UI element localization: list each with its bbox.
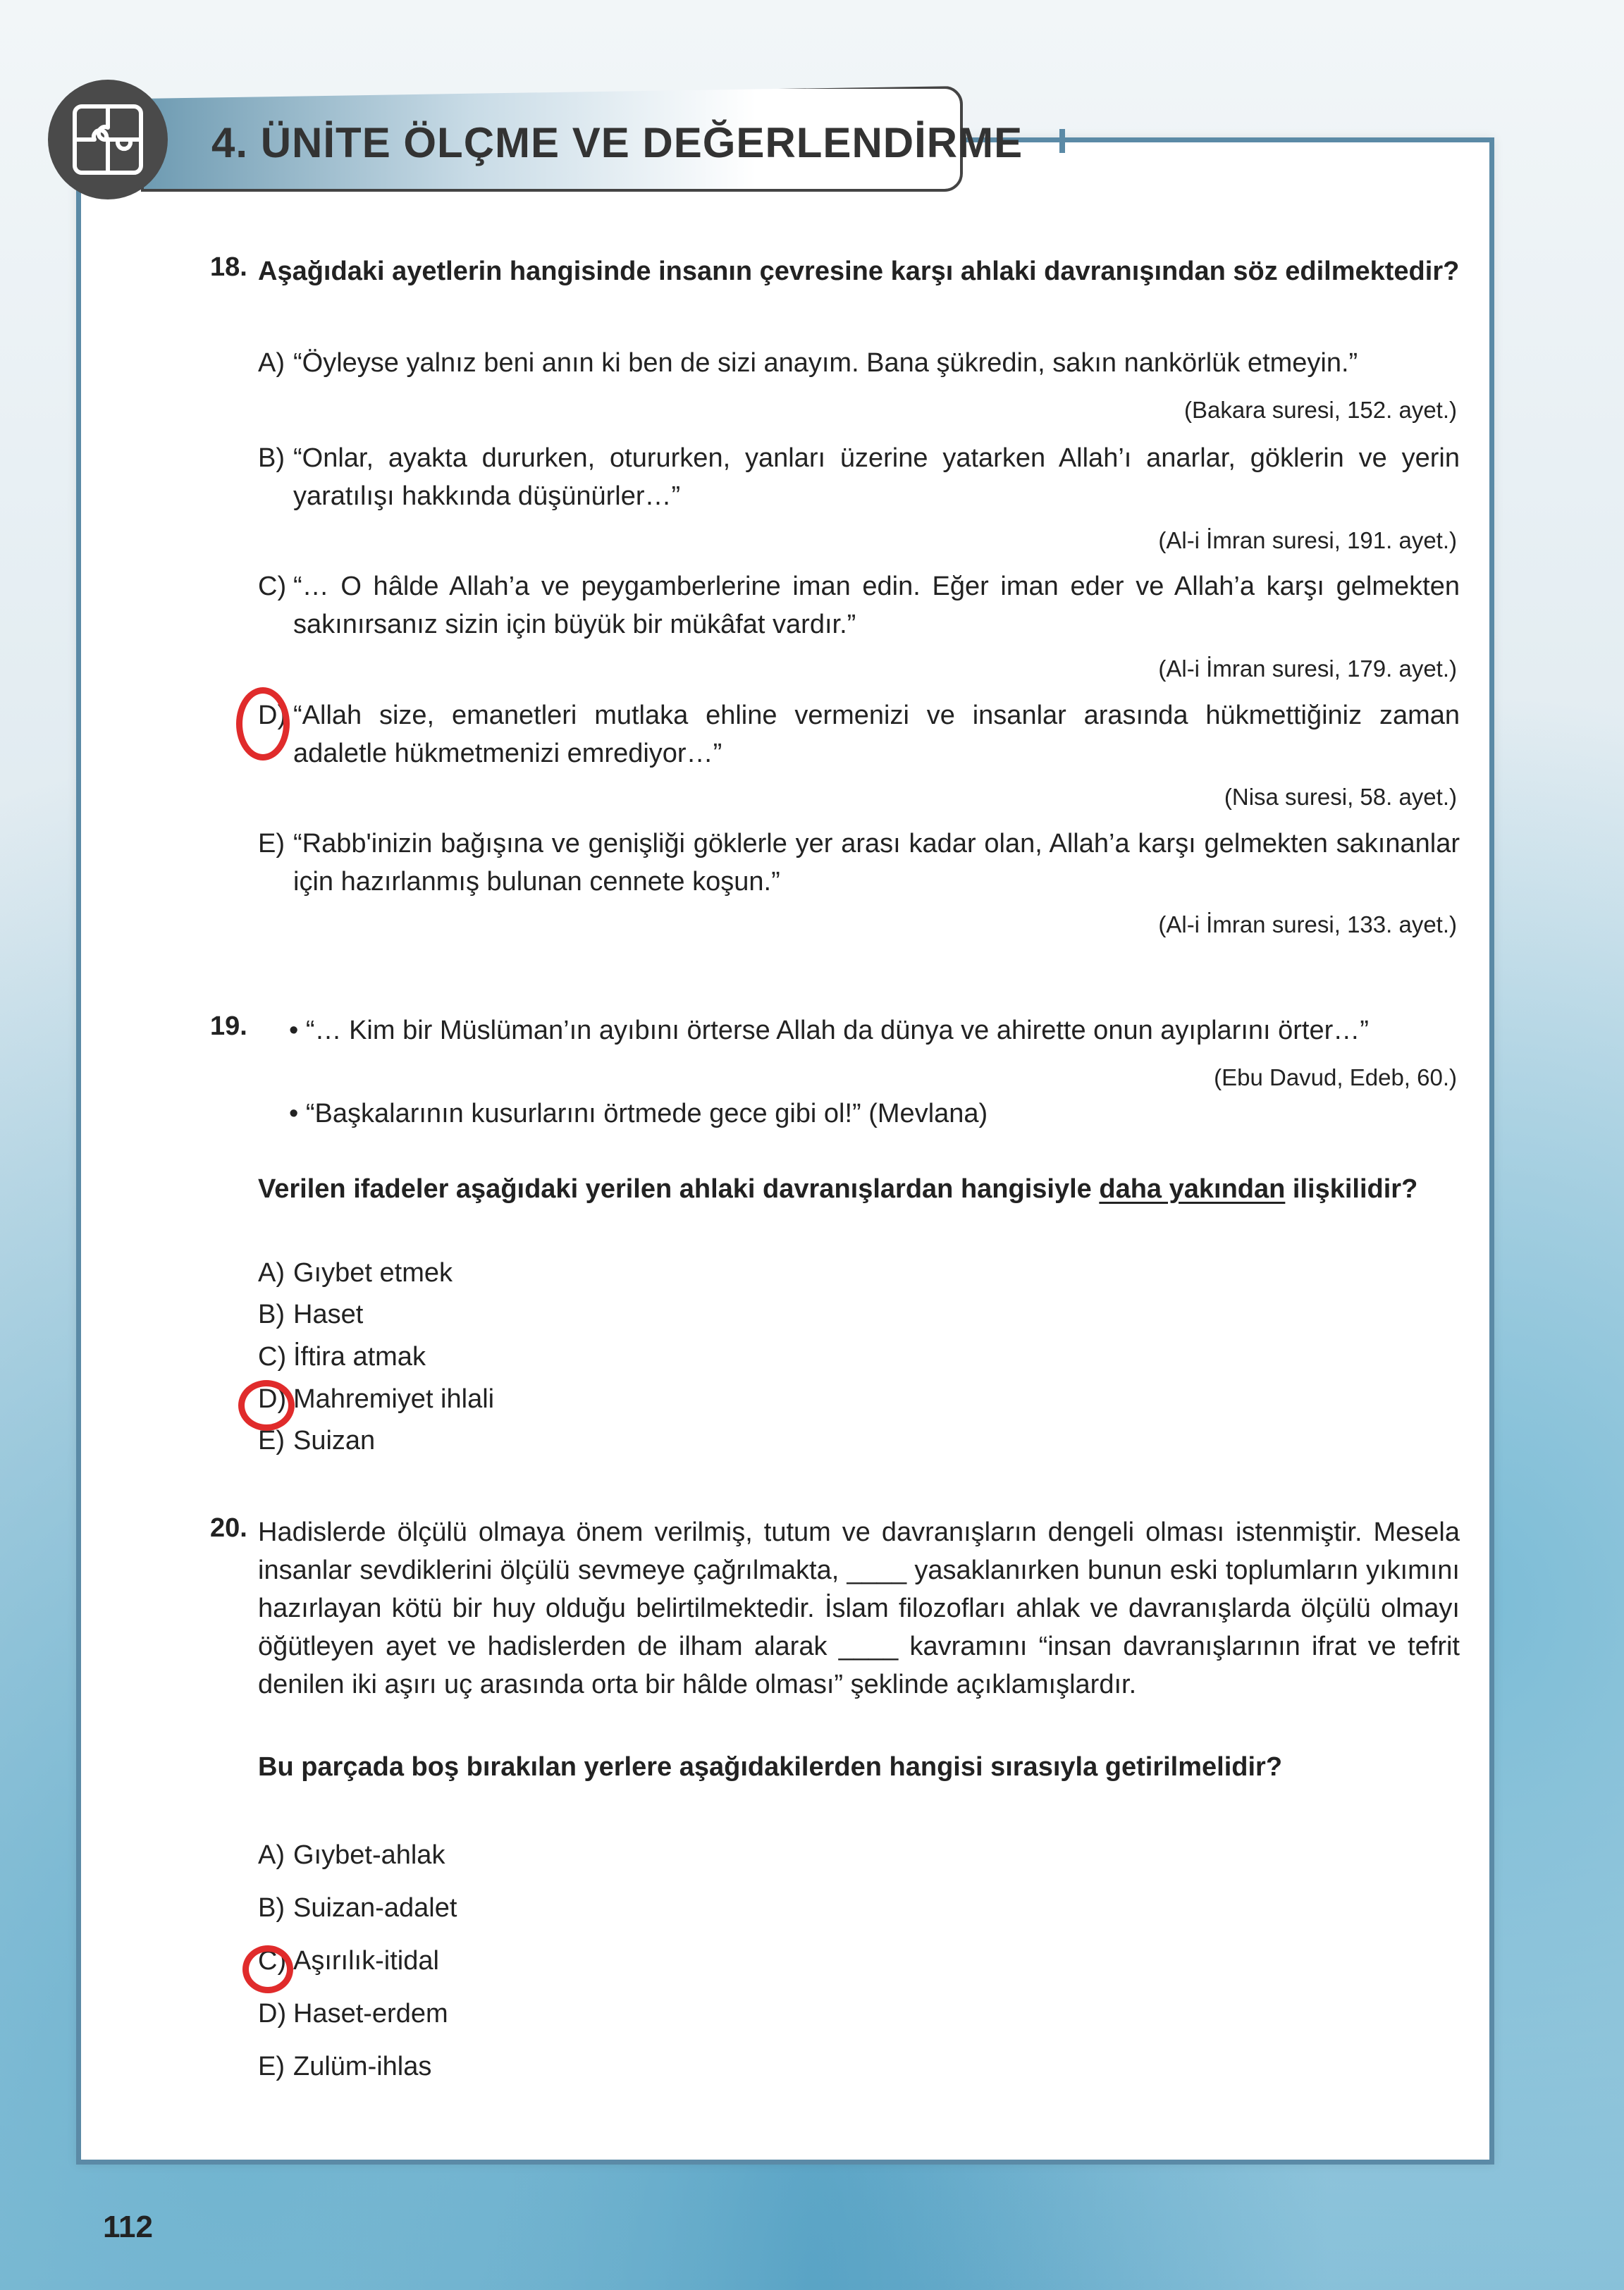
option-label: A) — [258, 348, 285, 378]
question-18-stem: Aşağıdaki ayetlerin hangisinde insanın çevresine karşı ahlaki davranışından söz edilmektedir? — [258, 257, 1460, 286]
question-20-number: 20. — [210, 1513, 247, 1543]
q18-option-a[interactable] — [258, 344, 1460, 382]
option-text: “Onlar, ayakta dururken, otururken, yanları üzerine yatarken Allah’ı anarlar, göklerin ve yerin yaratılışı hakkında düşünürler…” — [293, 443, 1460, 511]
option-label: E) — [258, 2052, 285, 2081]
option-text: Suizan — [293, 1426, 376, 1455]
q18-option-c[interactable] — [258, 567, 1460, 644]
option-text: İftira atmak — [293, 1342, 426, 1372]
q18-option-c-source: (Al-i İmran suresi, 179. ayet.) — [1158, 655, 1457, 682]
question-20-stem: Bu parçada boş bırakılan yerlere aşağıdakilerden hangisi sırasıyla getirilmelidir? — [258, 1752, 1283, 1782]
stem-text-end: ilişkilidir? — [1285, 1174, 1418, 1204]
q19-quote-2: • “Başkalarının kusurlarını örtmede gece gibi ol!” (Mevlana) — [289, 1099, 988, 1128]
q19-option-b[interactable] — [258, 1295, 1460, 1334]
option-label: C) — [258, 572, 287, 601]
question-19-number: 19. — [210, 1011, 247, 1041]
option-text: Haset-erdem — [293, 1999, 448, 2029]
answer-mark-q18 — [236, 687, 290, 761]
option-label: B) — [258, 1893, 285, 1923]
q19-option-d[interactable] — [258, 1380, 1460, 1418]
option-text: “Öyleyse yalnız beni anın ki ben de sizi anayım. Bana şükredin, sakın nankörlük etmeyin.” — [293, 348, 1358, 378]
q18-option-e-source: (Al-i İmran suresi, 133. ayet.) — [1158, 911, 1457, 937]
answer-mark-q20 — [242, 1945, 293, 1993]
option-text: “… O hâlde Allah’a ve peygamberlerine iman edin. Eğer iman eder ve Allah’a karşı gelmekten sakınırsanız sizin için büyük bir mükâfat vardır.” — [293, 572, 1460, 639]
answer-mark-q19 — [238, 1380, 295, 1431]
q20-option-b[interactable] — [258, 1889, 1460, 1927]
quote-text: “Başkalarının kusurlarını örtmede gece gibi ol!” (Mevlana) — [305, 1099, 988, 1128]
option-text: Suizan-adalet — [293, 1893, 457, 1923]
option-text: Haset — [293, 1300, 364, 1329]
q19-option-a[interactable] — [258, 1254, 1460, 1292]
q20-option-d[interactable] — [258, 1995, 1460, 2033]
option-text: Gıybet etmek — [293, 1258, 453, 1288]
q20-option-a[interactable] — [258, 1836, 1460, 1874]
stem-underlined: daha yakından — [1099, 1174, 1286, 1204]
option-label: B) — [258, 443, 285, 473]
q20-option-c[interactable] — [258, 1942, 1460, 1980]
option-label: A) — [258, 1258, 285, 1288]
corner-tick — [1059, 129, 1065, 153]
option-label: C) — [258, 1946, 287, 1976]
option-text: Zulüm-ihlas — [293, 2052, 432, 2081]
q18-option-e[interactable] — [258, 825, 1460, 901]
q19-quote-1: • “… Kim bir Müslüman’ın ayıbını örterse Allah da dünya ve ahirette onun ayıplarını örter…” — [289, 1016, 1369, 1045]
q19-option-c[interactable] — [258, 1338, 1460, 1376]
option-text: Aşırılık-itidal — [293, 1946, 439, 1976]
stem-text: Verilen ifadeler aşağıdaki yerilen ahlaki davranışlardan hangisiyle — [258, 1174, 1100, 1204]
q18-option-d-source: (Nisa suresi, 58. ayet.) — [1224, 784, 1457, 810]
q20-option-e[interactable] — [258, 2048, 1460, 2086]
question-18-number: 18. — [210, 252, 247, 282]
q19-option-e[interactable] — [258, 1422, 1460, 1460]
puzzle-icon — [48, 80, 168, 199]
q18-option-b-source: (Al-i İmran suresi, 191. ayet.) — [1158, 527, 1457, 553]
q18-option-b[interactable] — [258, 439, 1460, 515]
quote-text: “… Kim bir Müslüman’ın ayıbını örterse Allah da dünya ve ahirette onun ayıplarını örter…” — [305, 1016, 1369, 1045]
question-20-paragraph: Hadislerde ölçülü olmaya önem verilmiş, tutum ve davranışların dengeli olması istenmiştir. Mesela insanlar sevdiklerini ölçülü sevmeye çağrılmakta, ____ yasaklanırken bunun eski toplumların yıkımını hazırlayan kötü bir huy olduğu belirtilmektedir. İslam filozofları ahlak ve davranışlarda ölçülü olmayı öğütleyen ayet ve hadislerden de ilham alarak ____ kavramını “insan davranışlarının ifrat ve tefrit denilen iki aşırı uç arasında orta bir hâlde olması” şeklinde açıklamışlardır. — [258, 1518, 1460, 1699]
option-label: D) — [258, 1384, 287, 1414]
option-text: Gıybet-ahlak — [293, 1840, 445, 1870]
q18-option-a-source: (Bakara suresi, 152. ayet.) — [1183, 397, 1457, 423]
corner-decoration — [1059, 137, 1489, 142]
option-text: “Rabb'inizin bağışına ve genişliği göklerle yer arası kadar olan, Allah’a karşı gelmekten sakınanlar için hazırlanmış bulunan cennete koşun.” — [293, 829, 1460, 897]
option-label: A) — [258, 1840, 285, 1870]
question-19-stem — [258, 1170, 1460, 1208]
q18-option-d[interactable] — [258, 696, 1460, 772]
option-label: D) — [258, 1999, 287, 2029]
page-number: 112 — [103, 2210, 153, 2244]
q19-quote-1-source: (Ebu Davud, Edeb, 60.) — [1214, 1064, 1457, 1090]
option-text: Mahremiyet ihlali — [293, 1384, 495, 1414]
option-text: “Allah size, emanetleri mutlaka ehline vermenizi ve insanlar arasında hükmettiğiniz zaman adaletle hükmetmenizi emrediyor…” — [293, 701, 1460, 768]
option-label: D) — [258, 701, 287, 730]
option-label: E) — [258, 829, 285, 858]
unit-title: 4. ÜNİTE ÖLÇME VE DEĞERLENDİRME — [211, 119, 1023, 166]
option-label: E) — [258, 1426, 285, 1455]
option-label: C) — [258, 1342, 287, 1372]
option-label: B) — [258, 1300, 285, 1329]
